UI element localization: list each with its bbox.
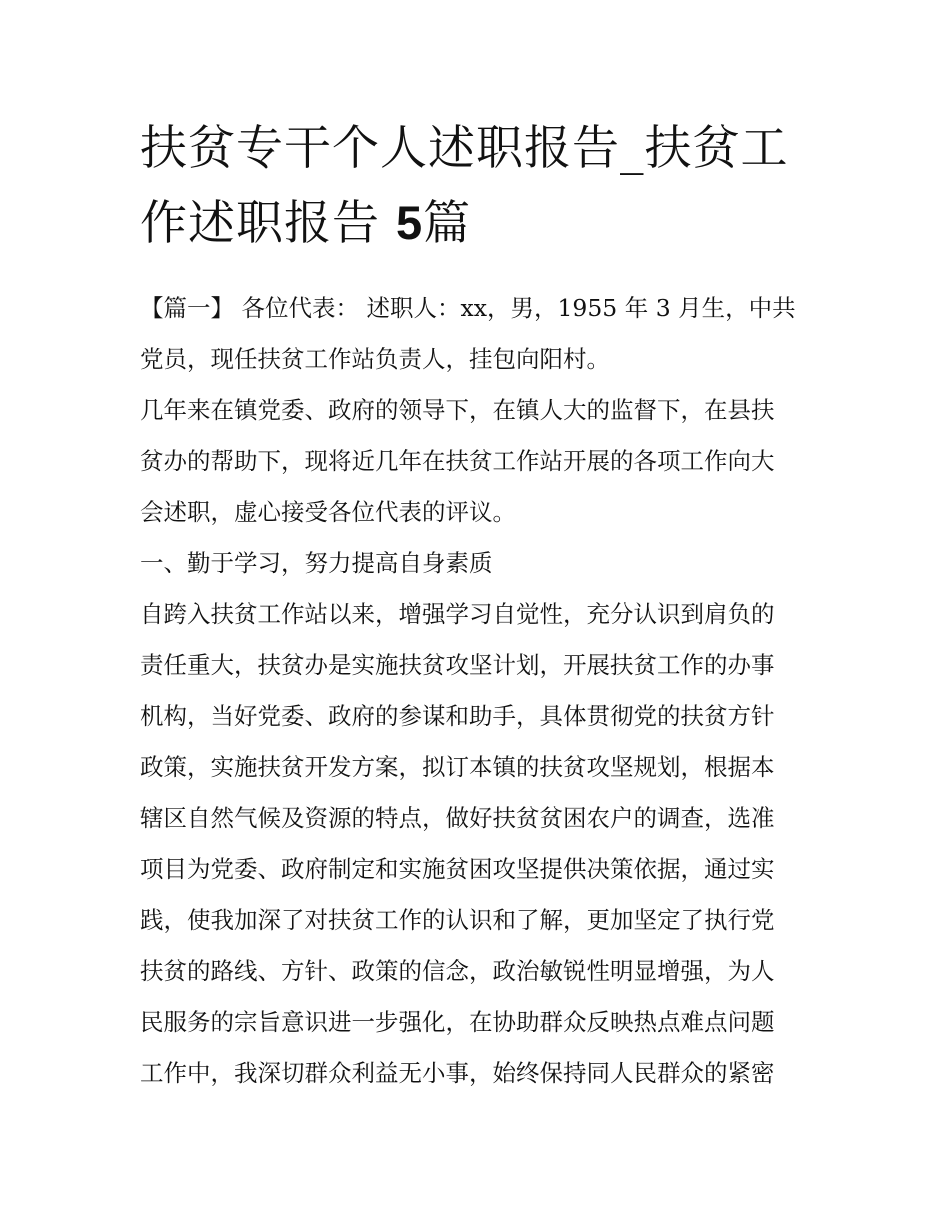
- body-line: 责任重大，扶贫办是实施扶贫攻坚计划，开展扶贫工作的办事: [140, 651, 775, 679]
- body-line: 政策，实施扶贫开发方案，拟订本镇的扶贫攻坚规划，根据本: [140, 753, 775, 781]
- document-title: [140, 112, 812, 261]
- document-content: [140, 112, 812, 1099]
- section-heading: 一、勤于学习，努力提高自身素质: [140, 549, 493, 577]
- title-line-1: 扶贫专干个人述职报告_扶贫工: [140, 121, 789, 176]
- body-line: 机构，当好党委、政府的参谋和助手，具体贯彻党的扶贫方针: [140, 702, 775, 730]
- body-line: 项目为党委、政府制定和实施贫困攻坚提供决策依据，通过实: [140, 855, 775, 883]
- body-line: 会述职，虚心接受各位代表的评议。: [140, 498, 516, 526]
- body-line: 扶贫的路线、方针、政策的信念，政治敏锐性明显增强，为人: [140, 957, 775, 985]
- body-line: 工作中，我深切群众利益无小事，始终保持同人民群众的紧密: [140, 1059, 775, 1087]
- title-line-2-text: 作述职报告: [140, 196, 380, 251]
- body-line: 几年来在镇党委、政府的领导下，在镇人大的监督下，在县扶: [140, 396, 775, 424]
- body-line: 自跨入扶贫工作站以来，增强学习自觉性，充分认识到肩负的: [140, 600, 775, 628]
- title-line-2-suffix: 篇: [423, 196, 472, 251]
- body-line: 民服务的宗旨意识进一步强化，在协助群众反映热点难点问题: [140, 1008, 775, 1036]
- title-line-2-number: 5: [395, 196, 424, 249]
- body-line: 贫办的帮助下，现将近几年在扶贫工作站开展的各项工作向大: [140, 447, 775, 475]
- body-line: 践，使我加深了对扶贫工作的认识和了解，更加坚定了执行党: [140, 906, 775, 934]
- body-line: 党员，现任扶贫工作站负责人，挂包向阳村。: [140, 345, 610, 373]
- body-line: 【篇一】 各位代表： 述职人：xx，男，1955 年 3 月生，中共: [140, 294, 796, 322]
- body-line: 辖区自然气候及资源的特点，做好扶贫贫困农户的调查，选准: [140, 804, 775, 832]
